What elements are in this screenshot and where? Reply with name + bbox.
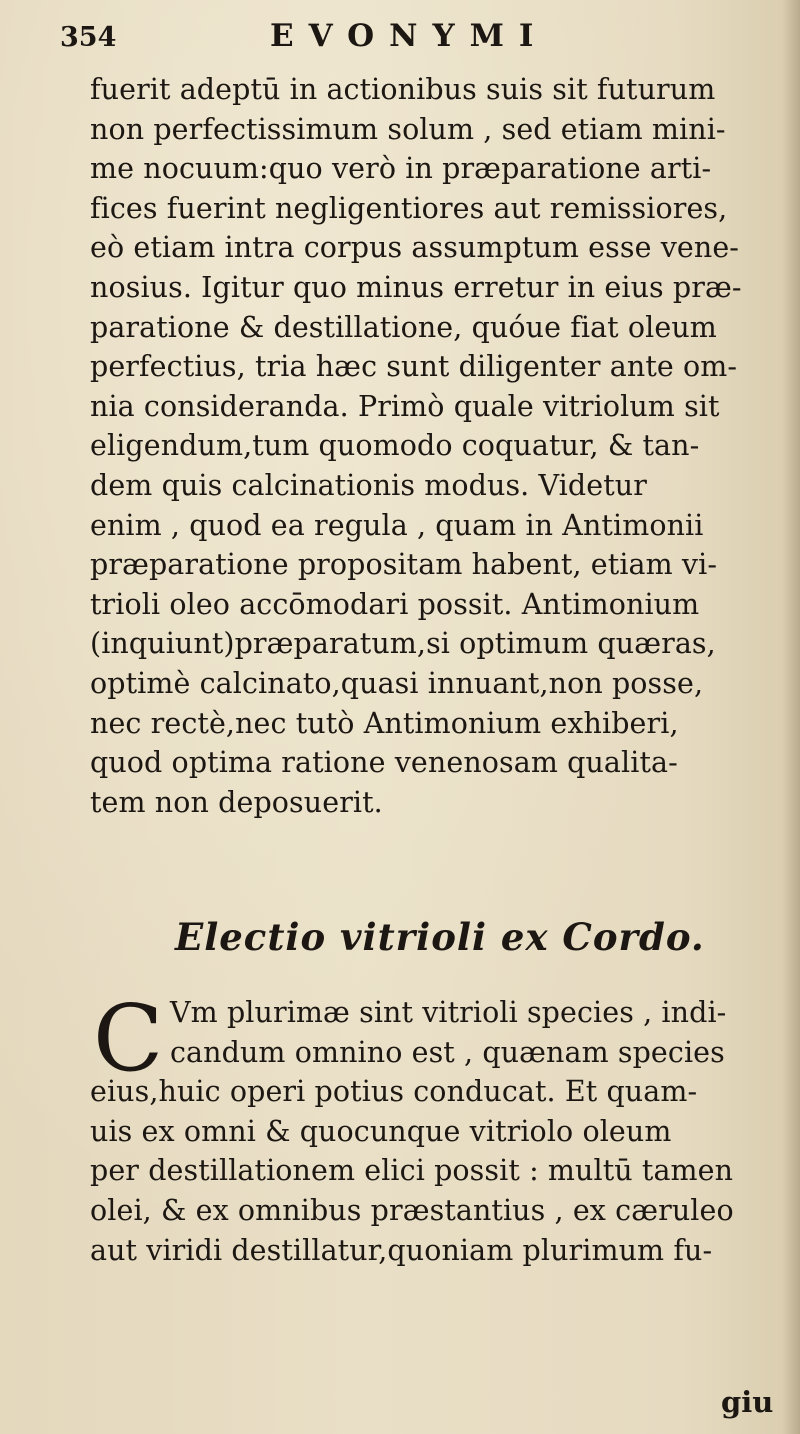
text-line: optimè calcinato,quasi innuant,non posse,: [90, 666, 704, 700]
text-line: enim , quod ea regula , quam in Antimonii: [90, 508, 704, 542]
paragraph-2: [90, 985, 790, 1270]
text-line: Vm plurimæ sint vitrioli species , indi-: [170, 996, 727, 1029]
page-header: [60, 18, 680, 58]
text-line: uis ex omni & quocunque vitriolo oleum: [90, 1114, 672, 1148]
text-line: nia consideranda. Primò quale vitriolum sit: [90, 389, 720, 423]
text-line: præparatione propositam habent, etiam vi-: [90, 548, 718, 582]
paragraph-1: [90, 70, 790, 822]
text-line: eius,huic operi potius conducat. Et quam-: [90, 1075, 698, 1109]
section-heading: Electio vitrioli ex Cordo.: [175, 915, 705, 959]
text-line: fuerit adeptū in actionibus suis sit futurum: [90, 73, 716, 106]
text-line: non perfectissimum solum , sed etiam mini-: [90, 112, 726, 146]
drop-cap: C: [93, 985, 164, 1092]
text-line: per destillationem elici possit : multū tamen: [90, 1154, 734, 1188]
catchword: giu: [721, 1385, 774, 1419]
text-line: candum omnino est , quænam species: [170, 1035, 725, 1069]
text-line: perfectius, tria hæc sunt diligenter ante om-: [90, 350, 738, 384]
text-line: quod optima ratione venenosam qualita-: [90, 746, 678, 780]
text-line: fices fuerint negligentiores aut remissiores,: [90, 191, 728, 225]
text-line: trioli oleo accōmodari possit. Antimonium: [90, 587, 700, 621]
text-line: me nocuum:quo verò in præparatione arti-: [90, 152, 712, 186]
page-number: 354: [60, 22, 117, 53]
text-line: tem non deposuerit.: [90, 785, 383, 819]
text-line: aut viridi destillatur,quoniam plurimum fu-: [90, 1233, 713, 1267]
text-line: eligendum,tum quomodo coquatur, & tan-: [90, 429, 700, 463]
text-line: nosius. Igitur quo minus erretur in eius præ-: [90, 270, 742, 304]
text-line: eò etiam intra corpus assumptum esse vene-: [90, 231, 740, 265]
text-line: nec rectè,nec tutò Antimonium exhiberi,: [90, 706, 679, 740]
text-line: olei, & ex omnibus præstantius , ex cæruleo: [90, 1193, 734, 1227]
text-line: paratione & destillatione, quóue fiat oleum: [90, 310, 717, 344]
running-title: EVONYMI: [270, 18, 549, 54]
text-line: (inquiunt)præparatum,si optimum quæras,: [90, 627, 716, 661]
text-line: dem quis calcinationis modus. Videtur: [90, 468, 647, 502]
